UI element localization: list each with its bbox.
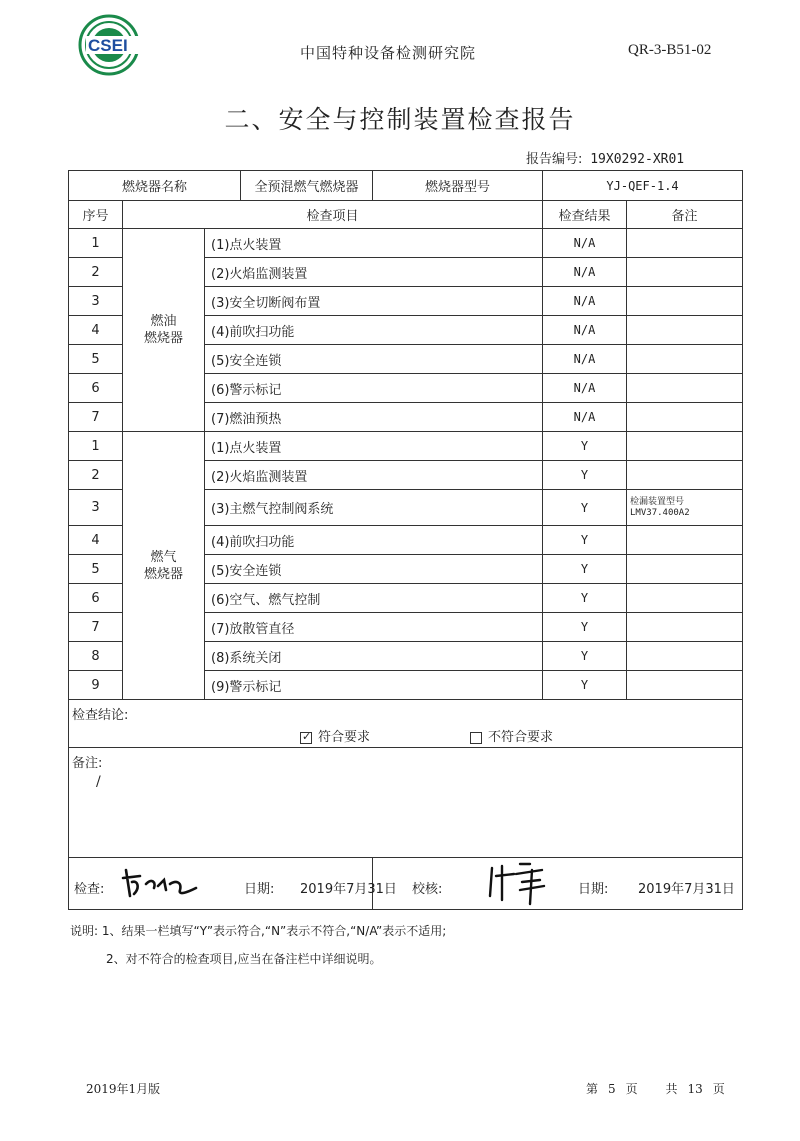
- row-remark: [627, 287, 743, 316]
- burner-name-value: 全预混燃气燃烧器: [241, 171, 373, 201]
- row-item: (6)空气、燃气控制: [205, 584, 543, 613]
- csei-logo: [78, 14, 140, 76]
- row-result: Y: [543, 613, 627, 642]
- inspection-table: [68, 170, 743, 910]
- row-no: 8: [69, 642, 123, 671]
- row-result: N/A: [543, 403, 627, 432]
- review-date-label: 日期:: [578, 882, 609, 897]
- burner-model-label: 燃烧器型号: [373, 171, 543, 201]
- row-item: (5)安全连锁: [205, 345, 543, 374]
- row-remark: [627, 671, 743, 700]
- remarks-value: /: [96, 774, 101, 790]
- page-unit: 页: [625, 1082, 638, 1096]
- row-result: Y: [543, 671, 627, 700]
- row-no: 2: [69, 461, 123, 490]
- remarks-row: [69, 748, 743, 858]
- row-no: 6: [69, 584, 123, 613]
- total-prefix: 共: [665, 1082, 678, 1096]
- row-result: Y: [543, 432, 627, 461]
- info-row: [69, 171, 743, 201]
- row-remark: [627, 403, 743, 432]
- row-no: 5: [69, 555, 123, 584]
- remarks-cell: [69, 748, 743, 858]
- inspect-date-label: 日期:: [244, 882, 275, 897]
- explanation-line-1: 说明: 1、结果一栏填写“Y”表示符合,“N”表示不符合,“N/A”表示不适用;: [70, 924, 447, 938]
- row-no: 4: [69, 316, 123, 345]
- row-item: (1)点火装置: [205, 229, 543, 258]
- row-remark: [627, 345, 743, 374]
- conclusion-label: 检查结论:: [72, 708, 129, 723]
- group-name-line1: 燃气: [150, 549, 177, 565]
- row-remark: [627, 374, 743, 403]
- row-result: N/A: [543, 345, 627, 374]
- organization-name: 中国特种设备检测研究院: [300, 44, 477, 62]
- row-result: Y: [543, 555, 627, 584]
- row-no: 3: [69, 490, 123, 526]
- burner-model-value: YJ-QEF-1.4: [543, 171, 743, 201]
- row-remark: [627, 229, 743, 258]
- row-remark: [627, 490, 743, 526]
- row-remark: [627, 258, 743, 287]
- row-result: N/A: [543, 229, 627, 258]
- row-item: (7)放散管直径: [205, 613, 543, 642]
- remark-line2: LMV37.400A2: [630, 507, 690, 518]
- nonconform-checkbox[interactable]: [470, 732, 482, 744]
- row-remark: [627, 526, 743, 555]
- remarks-label: 备注:: [72, 756, 103, 771]
- conclusion-cell: [69, 700, 743, 748]
- form-code: QR-3-B51-02: [628, 42, 712, 58]
- row-no: 9: [69, 671, 123, 700]
- row-item: (9)警示标记: [205, 671, 543, 700]
- row-item: (1)点火装置: [205, 432, 543, 461]
- page-prefix: 第: [586, 1082, 599, 1096]
- row-no: 7: [69, 403, 123, 432]
- col-header-result: 检查结果: [543, 201, 627, 229]
- row-result: N/A: [543, 316, 627, 345]
- row-remark: [627, 555, 743, 584]
- table-row: [69, 229, 743, 258]
- row-result: Y: [543, 642, 627, 671]
- inspector-signature-image: [118, 860, 208, 904]
- group-name-line2: 燃烧器: [143, 331, 183, 346]
- row-remark: [627, 432, 743, 461]
- row-no: 6: [69, 374, 123, 403]
- page-title: 二、安全与控制装置检查报告: [224, 105, 576, 134]
- nonconform-option[interactable]: [470, 726, 553, 745]
- row-no: 2: [69, 258, 123, 287]
- conform-checkbox[interactable]: [300, 729, 312, 744]
- review-label: 校核:: [412, 882, 443, 897]
- row-result: Y: [543, 584, 627, 613]
- row-result: N/A: [543, 374, 627, 403]
- row-result: Y: [543, 461, 627, 490]
- row-result: Y: [543, 490, 627, 526]
- row-no: 4: [69, 526, 123, 555]
- row-no: 1: [69, 229, 123, 258]
- group-gas-burner: [123, 432, 205, 700]
- report-number-label: 报告编号:: [526, 152, 583, 167]
- table-row: [69, 432, 743, 461]
- total-unit: 页: [712, 1082, 725, 1096]
- row-item: (6)警示标记: [205, 374, 543, 403]
- row-no: 1: [69, 432, 123, 461]
- inspect-label: 检查:: [74, 882, 105, 897]
- row-item: (2)火焰监测装置: [205, 461, 543, 490]
- row-no: 7: [69, 613, 123, 642]
- explanation-line-2: 2、对不符合的检查项目,应当在备注栏中详细说明。: [106, 952, 382, 966]
- row-item: (5)安全连锁: [205, 555, 543, 584]
- reviewer-signature-image: [486, 856, 556, 908]
- row-item: (2)火焰监测装置: [205, 258, 543, 287]
- row-item: (7)燃油预热: [205, 403, 543, 432]
- col-header-item: 检查项目: [123, 201, 543, 229]
- row-remark: [627, 461, 743, 490]
- burner-name-label: 燃烧器名称: [69, 171, 241, 201]
- nonconform-label: 不符合要求: [488, 730, 554, 745]
- conform-option[interactable]: [300, 726, 370, 745]
- col-header-remark: 备注: [627, 201, 743, 229]
- checkmark-icon: ✓: [302, 729, 312, 743]
- row-item: (4)前吹扫功能: [205, 526, 543, 555]
- logo-text: CSEI: [88, 36, 128, 55]
- row-remark: [627, 316, 743, 345]
- row-result: Y: [543, 526, 627, 555]
- form-version: 2019年1月版: [86, 1082, 161, 1096]
- row-remark: [627, 584, 743, 613]
- group-name-line1: 燃油: [150, 314, 177, 329]
- page-indicator: [586, 1080, 735, 1097]
- row-item: (8)系统关闭: [205, 642, 543, 671]
- page-total: 13: [687, 1082, 703, 1096]
- report-number-value: 19X0292-XR01: [590, 152, 685, 167]
- conform-label: 符合要求: [318, 730, 371, 745]
- row-remark: [627, 642, 743, 671]
- inspect-date: 2019年7月31日: [300, 882, 397, 897]
- remark-line1: 检漏装置型号: [630, 496, 685, 507]
- col-header-no: 序号: [69, 201, 123, 229]
- group-name-line2: 燃烧器: [143, 566, 183, 582]
- page-current: 5: [608, 1082, 616, 1096]
- row-result: N/A: [543, 258, 627, 287]
- row-no: 5: [69, 345, 123, 374]
- report-number: [526, 148, 684, 167]
- row-item: (4)前吹扫功能: [205, 316, 543, 345]
- row-item: (3)安全切断阀布置: [205, 287, 543, 316]
- group-oil-burner: [123, 229, 205, 432]
- row-result: N/A: [543, 287, 627, 316]
- column-header-row: [69, 201, 743, 229]
- conclusion-row: [69, 700, 743, 748]
- review-date: 2019年7月31日: [638, 882, 735, 897]
- row-remark: [627, 613, 743, 642]
- row-item: (3)主燃气控制阀系统: [205, 490, 543, 526]
- row-no: 3: [69, 287, 123, 316]
